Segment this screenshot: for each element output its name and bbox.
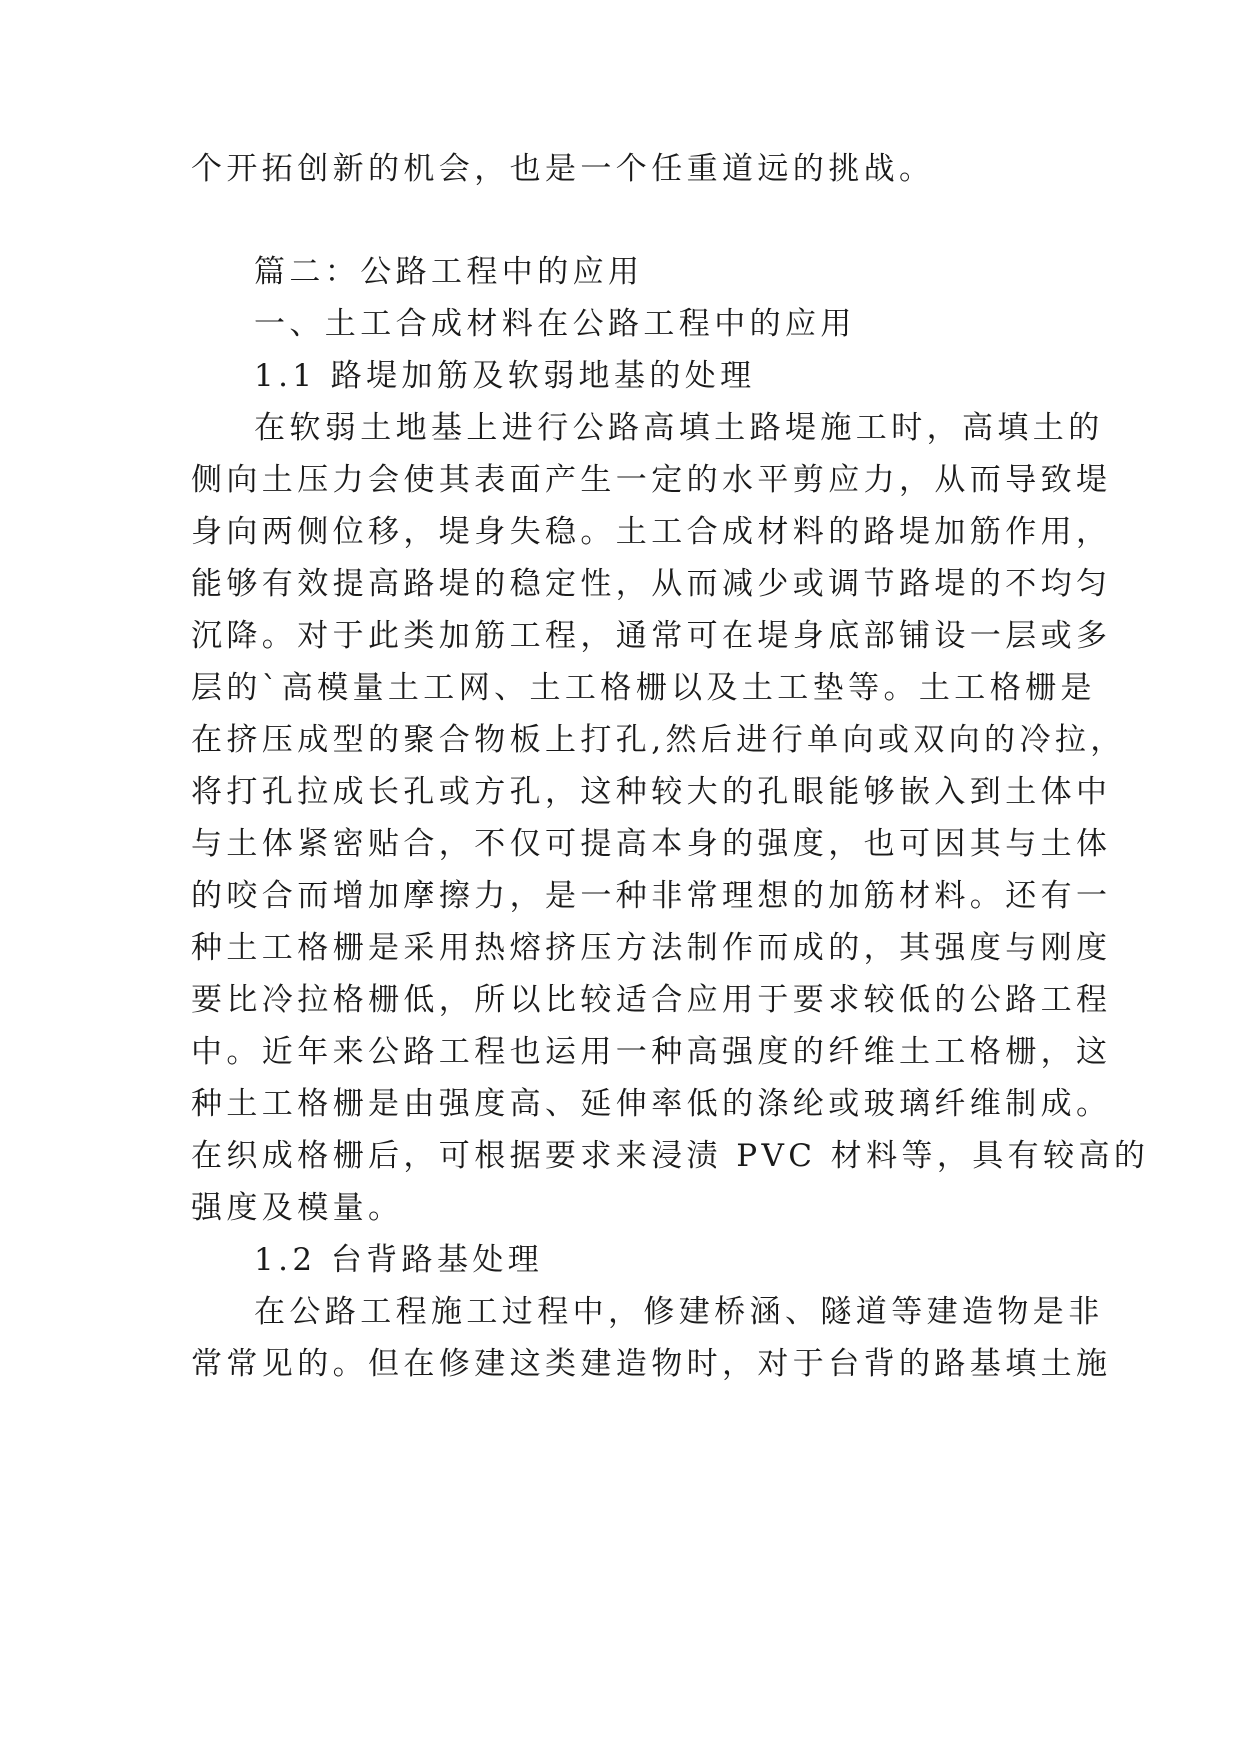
paragraph-line: 在公路工程施工过程中，修建桥涵、隧道等建造物是非 xyxy=(254,1294,1104,1330)
paragraph-line: 个开拓创新的机会，也是一个任重道远的挑战。 xyxy=(191,151,935,187)
paragraph-line: 能够有效提高路堤的稳定性，从而减少或调节路堤的不均匀 xyxy=(191,566,1112,602)
paragraph-line: 要比冷拉格栅低，所以比较适合应用于要求较低的公路工程 xyxy=(191,982,1112,1018)
paragraph-line: 常常见的。但在修建这类建造物时，对于台背的路基填土施 xyxy=(191,1346,1112,1382)
paragraph-line: 侧向土压力会使其表面产生一定的水平剪应力，从而导致堤 xyxy=(191,462,1112,498)
paragraph-line: 将打孔拉成长孔或方孔，这种较大的孔眼能够嵌入到土体中 xyxy=(191,774,1112,810)
subsection-heading: 1.2 台背路基处理 xyxy=(254,1242,544,1278)
subsection-heading: 1.1 路堤加筋及软弱地基的处理 xyxy=(254,358,756,394)
paragraph-line: 种土工格栅是采用热熔挤压方法制作而成的，其强度与刚度 xyxy=(191,930,1112,966)
paragraph-line: 在织成格栅后，可根据要求来浸渍 PVC 材料等，具有较高的 xyxy=(191,1138,1150,1174)
paragraph-line: 的咬合而增加摩擦力，是一种非常理想的加筋材料。还有一 xyxy=(191,878,1112,914)
section-heading: 篇二：公路工程中的应用 xyxy=(254,254,644,290)
paragraph-line: 种土工格栅是由强度高、延伸率低的涤纶或玻璃纤维制成。 xyxy=(191,1086,1112,1122)
paragraph-line: 在软弱土地基上进行公路高填土路堤施工时，高填土的 xyxy=(254,410,1104,446)
paragraph-line: 沉降。对于此类加筋工程，通常可在堤身底部铺设一层或多 xyxy=(191,618,1112,654)
paragraph-line: 与土体紧密贴合，不仅可提高本身的强度，也可因其与土体 xyxy=(191,826,1112,862)
paragraph-line: 强度及模量。 xyxy=(191,1190,404,1226)
paragraph-line: 在挤压成型的聚合物板上打孔,然后进行单向或双向的冷拉， xyxy=(191,722,1126,758)
paragraph-line: 身向两侧位移，堤身失稳。土工合成材料的路堤加筋作用， xyxy=(191,514,1112,550)
paragraph-line: 层的`高模量土工网、土工格栅以及土工垫等。土工格栅是 xyxy=(191,670,1096,706)
chapter-heading: 一、土工合成材料在公路工程中的应用 xyxy=(254,306,856,342)
paragraph-line: 中。近年来公路工程也运用一种高强度的纤维土工格栅，这 xyxy=(191,1034,1112,1070)
